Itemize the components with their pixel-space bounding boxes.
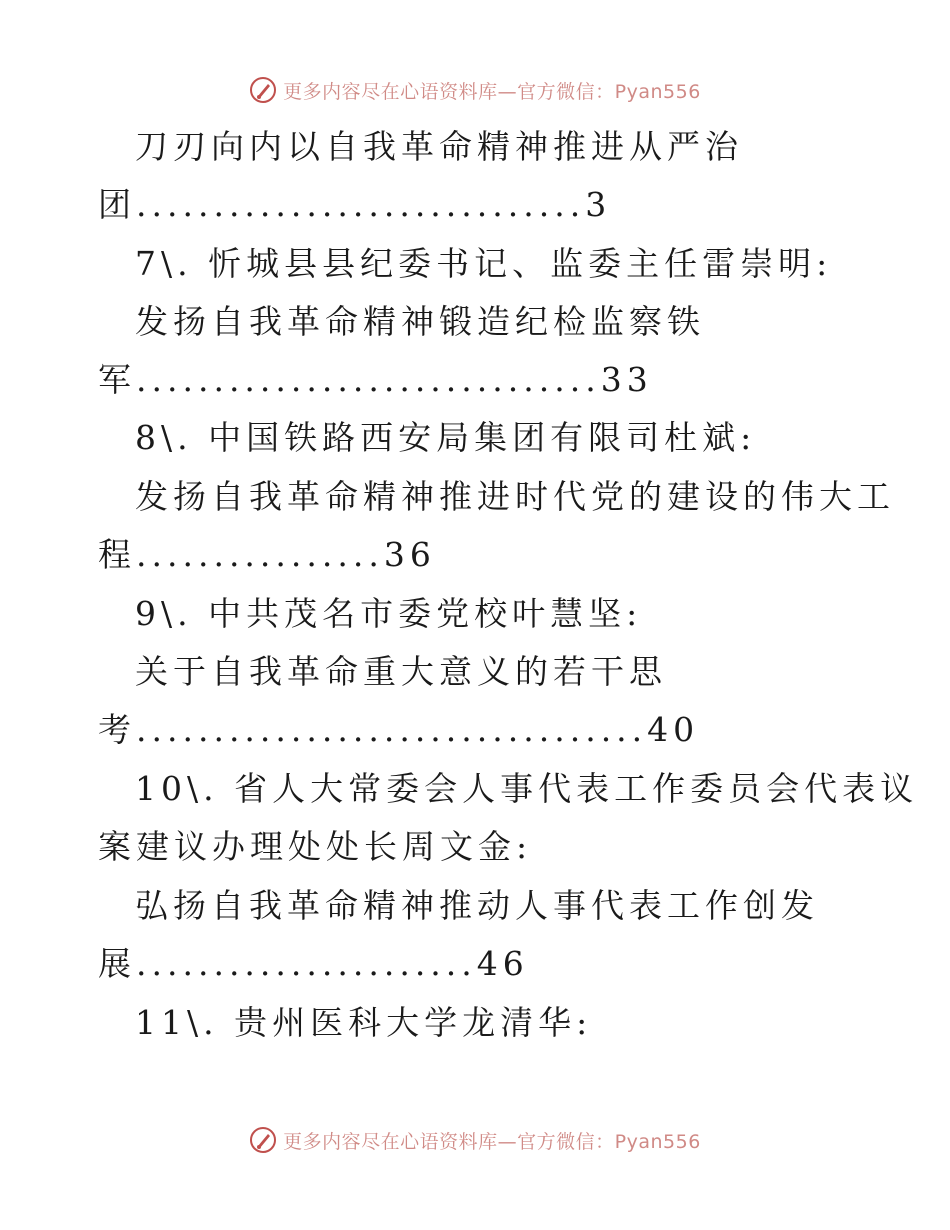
toc-line: 7\. 忻城县县纪委书记、监委主任雷崇明:: [135, 244, 833, 283]
toc-line: 案建议办理处处长周文金:: [98, 827, 533, 866]
pen-nib-logo-icon: [249, 76, 277, 104]
toc-line: 弘扬自我革命精神推动人事代表工作创发: [135, 886, 819, 925]
toc-line: 11\. 贵州医科大学龙清华:: [135, 1003, 593, 1042]
pen-nib-logo-icon: [249, 1126, 277, 1154]
toc-line: 刀刃向内以自我革命精神推进从严治: [135, 127, 743, 166]
watermark-text: 更多内容尽在心语资料库—官方微信：Pyan556: [283, 1130, 701, 1153]
toc-line: 发扬自我革命精神推进时代党的建设的伟大工: [135, 477, 895, 516]
watermark-text: 更多内容尽在心语资料库—官方微信：Pyan556: [283, 80, 701, 103]
toc-line: 8\. 中国铁路西安局集团有限司杜斌:: [135, 418, 757, 457]
toc-line: 程................36: [98, 535, 436, 574]
toc-line: 考.................................40: [98, 710, 700, 749]
toc-line: 9\. 中共茂名市委党校叶慧坚:: [135, 594, 643, 633]
toc-line: 关于自我革命重大意义的若干思: [135, 652, 667, 691]
toc-line: 团.............................3: [98, 185, 612, 224]
toc-line: 军..............................33: [98, 360, 653, 399]
header-watermark: [0, 70, 950, 110]
footer-watermark: [0, 1120, 950, 1160]
toc-line: 发扬自我革命精神锻造纪检监察铁: [135, 302, 705, 341]
toc-line: 10\. 省人大常委会人事代表工作委员会代表议: [135, 769, 919, 808]
toc-line: 展......................46: [98, 944, 529, 983]
